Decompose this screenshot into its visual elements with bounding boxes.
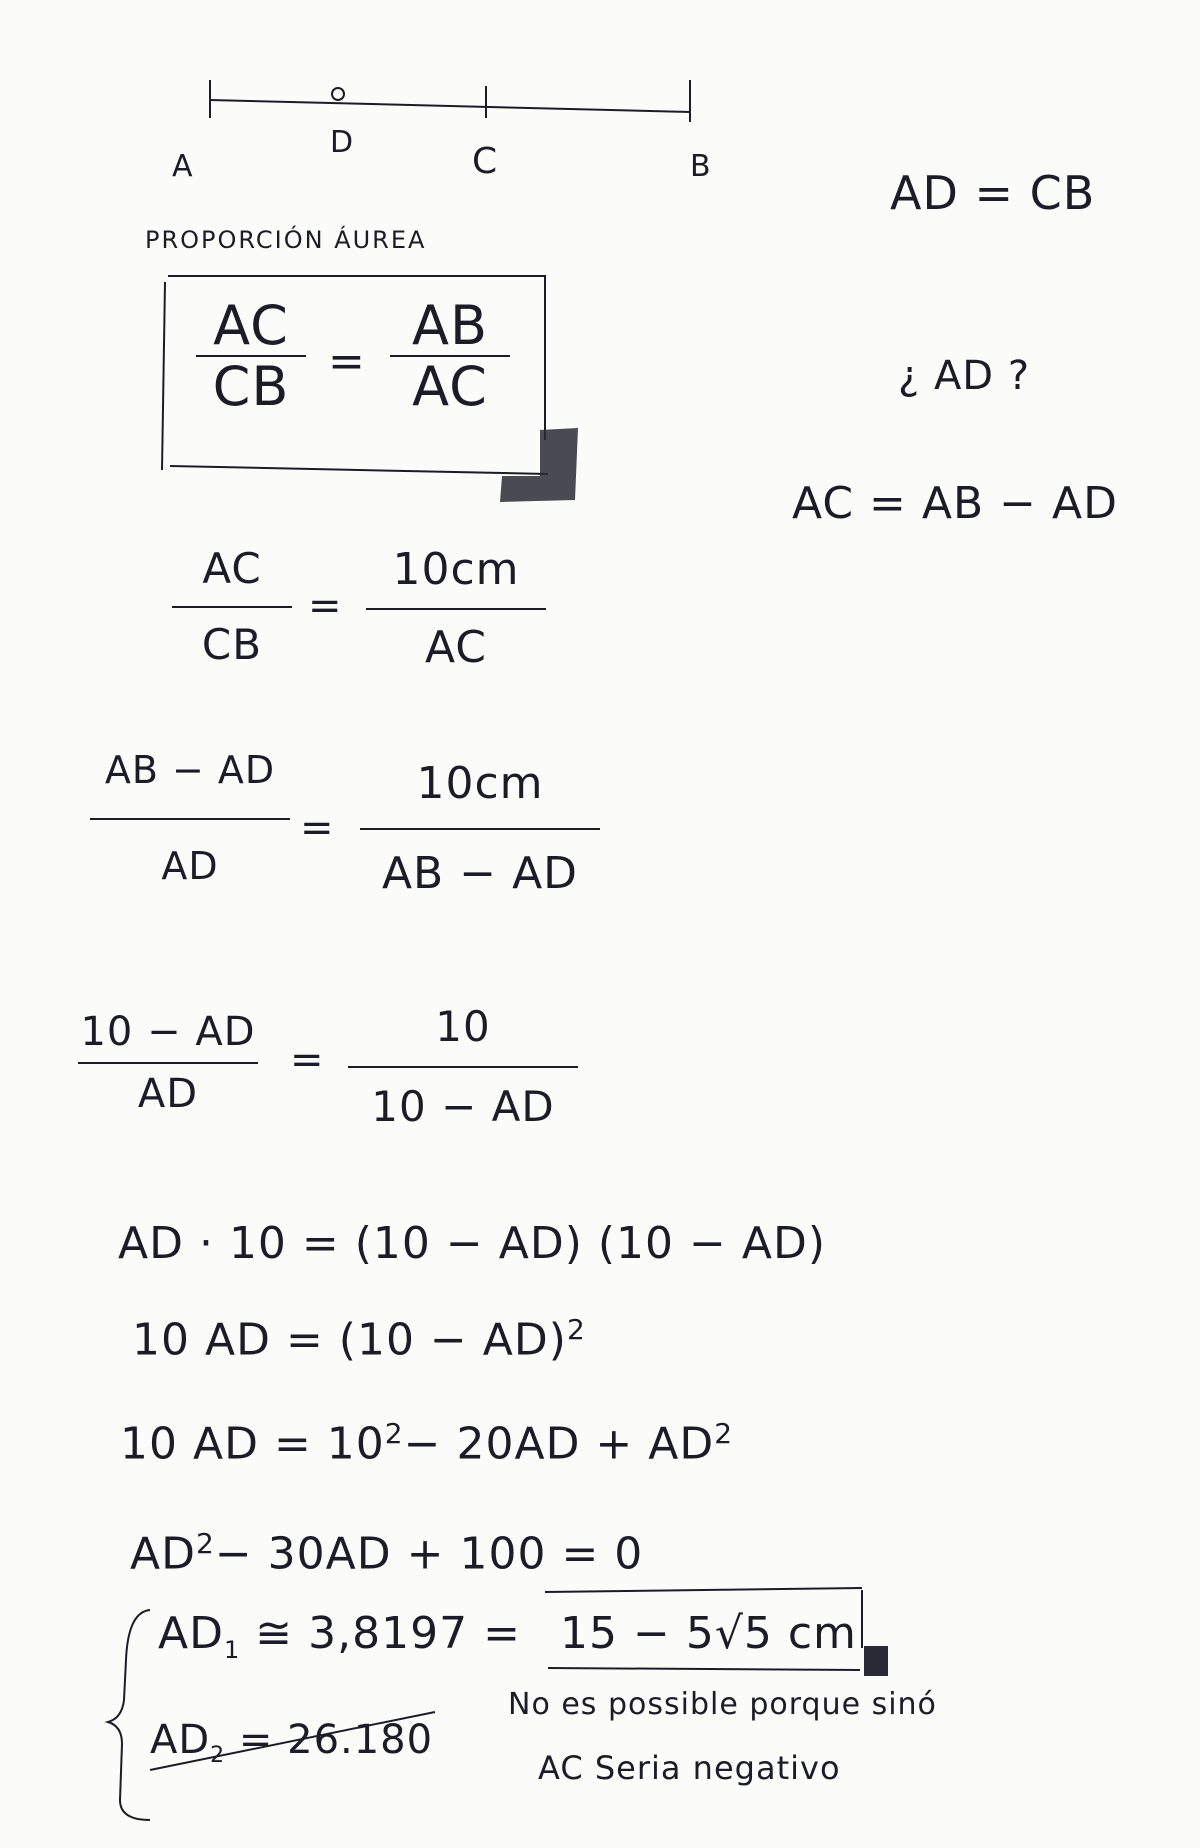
- solution-ad2: [150, 1717, 434, 1768]
- equation-line-3: [120, 1417, 734, 1470]
- equation-line-4-rest: − 30AD + 100 = 0: [214, 1528, 644, 1580]
- point-label-b: B: [690, 149, 712, 184]
- equation-line-3-left: 10 AD = 10: [120, 1418, 385, 1470]
- equation-line-2-body: 10 AD = (10 − AD): [132, 1314, 567, 1366]
- point-label-c: C: [472, 141, 499, 182]
- fraction-bar: [348, 1066, 578, 1068]
- solution-ad2-value: = 26.180: [238, 1717, 434, 1763]
- solution-ad1-boxed: 15 − 5√5 cm: [560, 1608, 857, 1659]
- equation-line-3-exponent-2: 2: [714, 1417, 734, 1450]
- step2-denominator-left: AD: [161, 843, 219, 888]
- equation-line-1: AD · 10 = (10 − AD) (10 − AD): [118, 1218, 827, 1269]
- box-shadow-mark: [500, 428, 578, 502]
- equation-line-3-exponent-1: 2: [384, 1417, 404, 1450]
- step1-fraction-left: [172, 546, 292, 668]
- fraction-bar: [360, 828, 600, 830]
- step2-numerator-left: AB − AD: [104, 748, 276, 792]
- solution-ad2-subscript: 2: [210, 1743, 226, 1768]
- equation-line-4-var: AD: [130, 1528, 196, 1580]
- note-question-ad: ¿ AD ?: [898, 353, 1031, 399]
- step2-denominator-right: AB − AD: [381, 848, 579, 900]
- golden-box-left: [162, 282, 165, 470]
- golden-equals: =: [328, 336, 366, 387]
- step2-equals: =: [300, 805, 335, 851]
- golden-box-bottom: [170, 466, 548, 474]
- note-ac-equation: AC = AB − AD: [792, 478, 1118, 529]
- golden-numerator-left: AC: [213, 294, 289, 357]
- step3-fraction-left: [78, 1010, 258, 1116]
- equation-line-2: [132, 1313, 586, 1366]
- step1-numerator-left: AC: [202, 544, 262, 593]
- note-not-possible-line1: No es possible porque sinó: [508, 1687, 937, 1722]
- step1-fraction-right: [366, 546, 546, 673]
- step1-denominator-left: CB: [201, 620, 263, 670]
- point-label-d: D: [330, 125, 355, 160]
- step3-denominator-right: 10 − AD: [371, 1082, 555, 1132]
- segment-line: [210, 100, 690, 112]
- step2-fraction-left: [90, 750, 290, 888]
- solution-ad1: [158, 1608, 521, 1664]
- step3-denominator-left: AD: [137, 1071, 199, 1117]
- equation-line-2-exponent: 2: [566, 1313, 586, 1346]
- golden-fraction-left: [196, 296, 306, 417]
- step2-numerator-right: 10cm: [416, 758, 544, 809]
- fraction-bar: [90, 818, 290, 820]
- equation-line-3-right: − 20AD + AD: [403, 1418, 715, 1470]
- step3-equals: =: [290, 1037, 325, 1083]
- solution-ad1-label: AD: [158, 1608, 224, 1659]
- step1-numerator-right: 10cm: [392, 544, 520, 595]
- solution-ad1-subscript: 1: [223, 1635, 241, 1664]
- step3-numerator-left: 10 − AD: [80, 1009, 256, 1055]
- solution-brace: [108, 1610, 150, 1820]
- equation-line-4-exponent: 2: [195, 1527, 215, 1560]
- step2-fraction-right: [360, 760, 600, 899]
- fraction-bar: [78, 1062, 258, 1064]
- fraction-bar: [172, 606, 292, 608]
- step1-denominator-right: AC: [424, 622, 488, 674]
- note-not-possible-line2: AC Seria negativo: [538, 1749, 841, 1787]
- fraction-bar: [366, 608, 546, 610]
- step3-fraction-right: [348, 1004, 578, 1130]
- result-box-bottom: [548, 1668, 860, 1670]
- golden-ratio-title: PROPORCIÓN ÁUREA: [145, 226, 427, 254]
- golden-numerator-right: AB: [412, 294, 488, 357]
- solution-ad2-label: AD: [150, 1717, 211, 1763]
- point-label-a: A: [172, 149, 194, 184]
- result-box-shadow: [864, 1646, 888, 1676]
- equation-line-4: [130, 1527, 644, 1580]
- golden-denominator-left: CB: [212, 355, 290, 419]
- note-ad-equals-cb: AD = CB: [890, 166, 1096, 220]
- step3-numerator-right: 10: [435, 1002, 491, 1051]
- golden-denominator-right: AC: [412, 355, 488, 419]
- golden-fraction-right: [390, 296, 510, 417]
- solution-ad1-value: ≅ 3,8197 =: [255, 1608, 521, 1659]
- step1-equals: =: [308, 583, 343, 629]
- point-d-marker: [332, 88, 344, 100]
- result-box-top: [545, 1588, 862, 1592]
